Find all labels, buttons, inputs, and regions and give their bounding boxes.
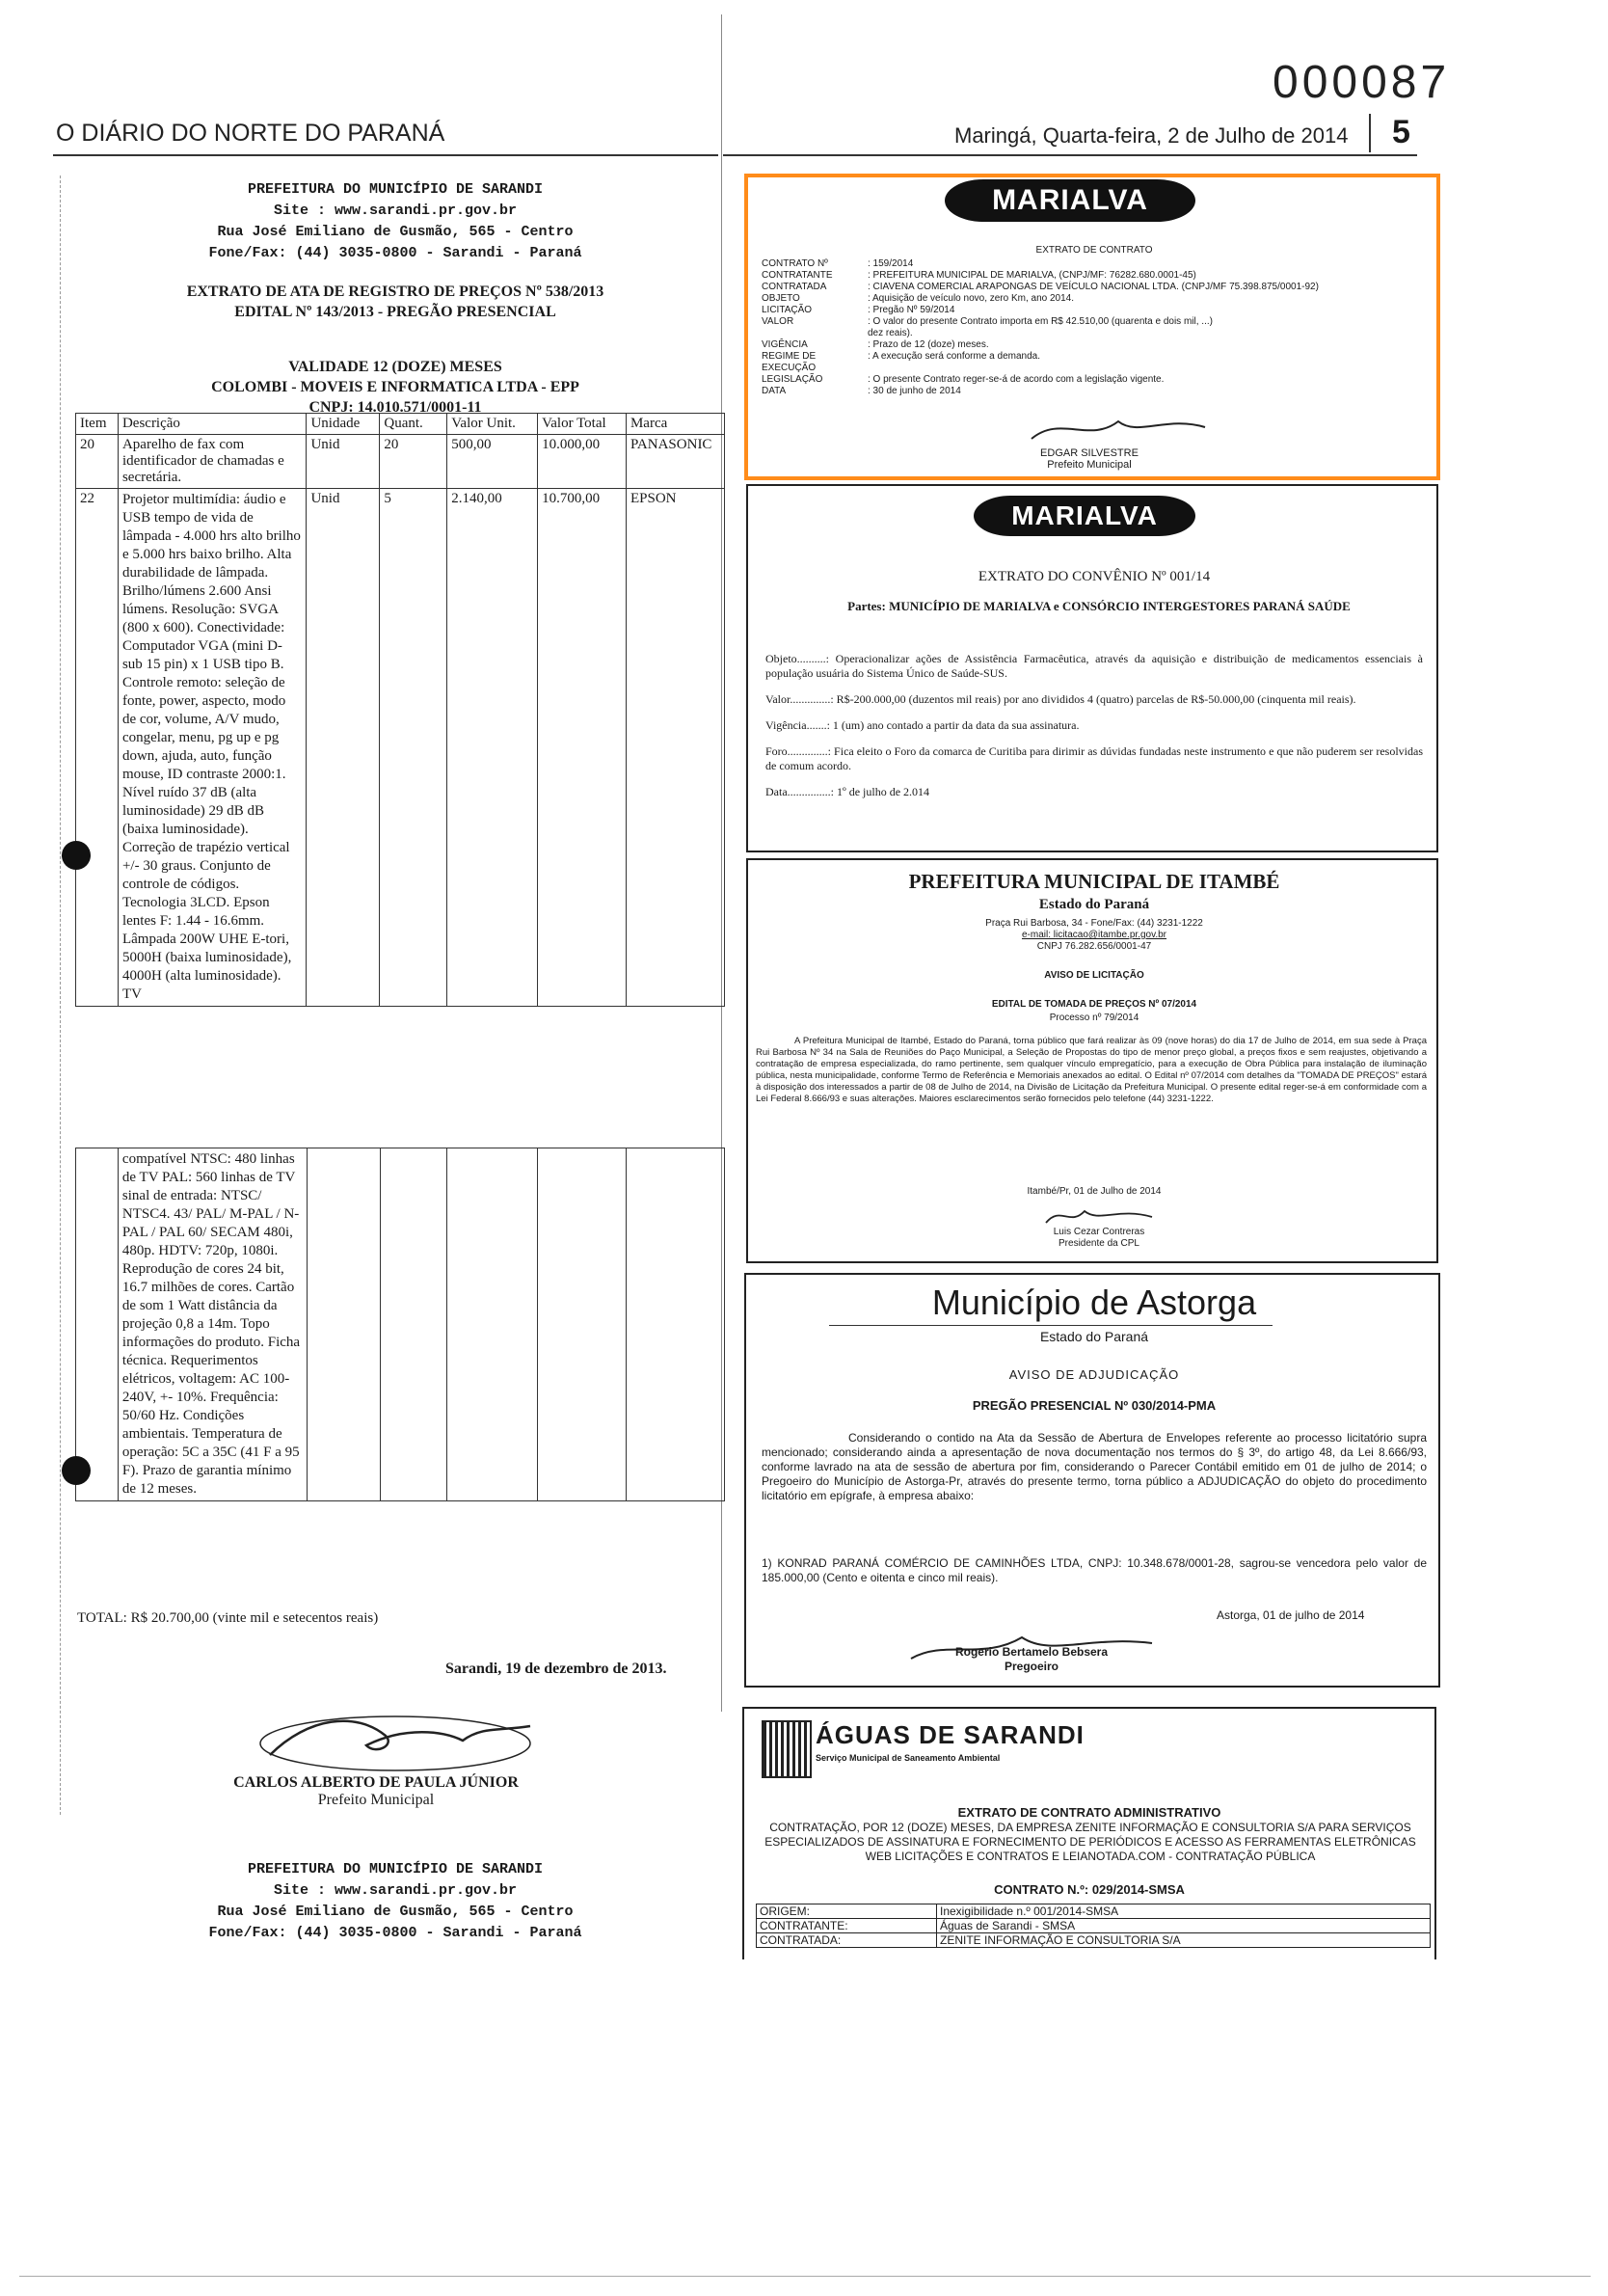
table-row: [757, 1919, 1431, 1933]
header-rule-right: [723, 154, 1417, 156]
cell-empty: [76, 1148, 119, 1501]
signature-image: [251, 1707, 540, 1774]
sarandi-header-line: Rua José Emiliano de Gusmão, 565 - Centro: [217, 224, 574, 240]
sarandi-signer-block: [193, 1774, 559, 1809]
field-row: [762, 282, 1427, 293]
price-table: [75, 413, 725, 1007]
sarandi-signer-role: Prefeito Municipal: [317, 1792, 435, 1808]
convenio-valor: Valor..............: R$-200.000,00 (duzentos mil reais) por ano divididos 4 (quatro) parcelas de R$-50.000,00 (cinquenta mil reais).: [765, 692, 1356, 706]
sarandi-footer-line: Rua José Emiliano de Gusmão, 565 - Centro: [217, 1904, 574, 1920]
itambe-signer-block: [1003, 1227, 1195, 1250]
table-row: [757, 1904, 1431, 1919]
sarandi-cnpj: CNPJ: 14.010.571/0001-11: [308, 399, 482, 416]
aguas-contract-number: CONTRATO N.º: 029/2014-SMSA: [994, 1882, 1185, 1897]
price-table-continuation: [75, 1148, 725, 1501]
convenio-foro: Foro..............: Fica eleito o Foro da comarca de Curitiba para dirimir as dúvidas fundadas neste instrumento e que não puderem ser resolvidas de comum acordo.: [765, 744, 1423, 772]
date-line: Maringá, Quarta-feira, 2 de Julho de 2014: [954, 123, 1349, 148]
table-header-row: [76, 414, 725, 435]
field-label: DATA: [762, 386, 787, 396]
aguas-row-label: CONTRATADA:: [757, 1933, 937, 1948]
sarandi-titles: [106, 282, 684, 322]
header-divider: [1369, 114, 1371, 152]
field-row: [762, 351, 1427, 374]
itambe-place-date: Itambé/Pr, 01 de Julho de 2014: [1027, 1186, 1162, 1197]
field-value: : O presente Contrato reger-se-á de acordo com a legislação vigente.: [868, 374, 1165, 385]
table-row: [757, 1933, 1431, 1948]
aguas-logo-title: ÁGUAS DE SARANDI: [816, 1720, 1085, 1749]
itambe-title: PREFEITURA MUNICIPAL DE ITAMBÉ: [908, 870, 1280, 893]
field-label: VALOR: [762, 316, 794, 327]
astorga-signer-block: [916, 1645, 1147, 1674]
astorga-state: Estado do Paraná: [1039, 1329, 1149, 1344]
itambe-state: Estado do Paraná: [1038, 897, 1150, 912]
convenio-data: Data...............: 1º de julho de 2.014: [765, 785, 930, 798]
astorga-winner: 1) KONRAD PARANÁ COMÉRCIO DE CAMINHÕES LTDA, CNPJ: 10.348.678/0001-28, sagrou-se vencedora pelo valor de 185.000,00 (Cento e oitenta e cinco mil reais).: [762, 1556, 1427, 1584]
cell-unit: Unid: [307, 435, 380, 489]
field-value: : CIAVENA COMERCIAL ARAPONGAS DE VEÍCULO NACIONAL LTDA. (CNPJ/MF 75.398.875/0001-92): [868, 282, 1319, 292]
itambe-process: Processo nº 79/2014: [1049, 1013, 1139, 1023]
field-value: : PREFEITURA MUNICIPAL DE MARIALVA, (CNPJ/MF: 76282.680.0001-45): [868, 270, 1196, 281]
sarandi-header-line: Fone/Fax: (44) 3035-0800 - Sarandi - Paraná: [208, 245, 582, 261]
astorga-title-rule: [829, 1325, 1273, 1326]
aguas-row-value: ZENITE INFORMAÇÃO E CONSULTORIA S/A: [937, 1933, 1431, 1948]
convenio-objeto: Objeto..........: Operacionalizar ações de Assistência Farmacêutica, através da aquisição e distribuição de medicamentos essenciais à população usuária do Sistema Único de Saúde-SUS.: [765, 652, 1423, 680]
itambe-body: A Prefeitura Municipal de Itambé, Estado do Paraná, torna público que fará realizar às 09 (nove horas) do dia 17 de Julho de 2014, em sua sede à Praça Rui Barbosa Nº 34 na Sala de Reuniões do Paço Municipal, a Seleção de Propostas do tipo de menor preço global, a preços fixos e sem reajustes, objetivando a contratação de empresa especializada, do ramo pertinente, sem qualquer vínculo empregatício, para a execução de Obra Pública para instalação de iluminação pública, nesta municipalidade, conforme Termo de Referência e Memoriais anexados ao edital. O Edital nº 07/2014 com detalhes da "TOMADA DE PREÇOS" estará à disposição dos interessados a partir de 08 de Julho de 2014, na Divisão de Licitação da Prefeitura Municipal. O presente edital reger-se-á em conformidade com a Lei Federal 8.666/93 e suas alterações. Maiores esclarecimentos serão fornecidos pelo telefone (44) 3231-1222.: [756, 1036, 1427, 1104]
field-label: REGIME DE EXECUÇÃO: [762, 351, 817, 373]
cell-total: 10.700,00: [538, 489, 627, 1007]
sarandi-title-1: EXTRATO DE ATA DE REGISTRO DE PREÇOS Nº 538/2013: [186, 284, 604, 300]
aguas-row-label: ORIGEM:: [757, 1904, 937, 1919]
field-value: : 159/2014: [868, 258, 914, 269]
aguas-row-value: Águas de Sarandi - SMSA: [937, 1919, 1431, 1933]
cell-empty: [538, 1148, 627, 1501]
field-value: : Prazo de 12 (doze) meses.: [868, 339, 989, 350]
itambe-signer: Luis Cezar Contreras: [1053, 1227, 1145, 1237]
cell-empty: [627, 1148, 725, 1501]
sarandi-validity: VALIDADE 12 (DOZE) MESES: [288, 359, 502, 375]
page-bottom-edge: [19, 2276, 1591, 2277]
field-value: dez reais).: [868, 328, 913, 338]
aguas-table: [756, 1904, 1431, 1948]
cell-qty: 5: [380, 489, 447, 1007]
sarandi-title-2: EDITAL Nº 143/2013 - PREGÃO PRESENCIAL: [234, 304, 556, 320]
sarandi-header: [145, 179, 646, 264]
aguas-body: CONTRATAÇÃO, POR 12 (DOZE) MESES, DA EMPRESA ZENITE INFORMAÇÃO E CONSULTORIA S/A PARA SERVIÇOS ESPECIALIZADOS DE ASSINATURA E FORNECIMENTO DE PERIÓDICOS E ACESSO AS FERRAMENTAS ELETRÔNICAS WEB LICITAÇÕES E CONTRATOS E LEIANOTADA.COM - CONTRATAÇÃO PÚBLICA: [764, 1821, 1416, 1863]
field-label: CONTRATO Nº: [762, 258, 828, 269]
table-row: [76, 489, 725, 1007]
table-row: [76, 1148, 725, 1501]
aguas-row-label: CONTRATANTE:: [757, 1919, 937, 1933]
astorga-signer: Rogerio Bertamelo Bebsera: [954, 1645, 1109, 1659]
stamp-number: 000087: [1273, 57, 1451, 108]
field-label: LEGISLAÇÃO: [762, 374, 823, 385]
cell-empty: [307, 1148, 380, 1501]
page-number: 5: [1392, 114, 1410, 150]
astorga-notice: AVISO DE ADJUDICAÇÃO: [1008, 1367, 1180, 1382]
aguas-logo-sub: Serviço Municipal de Saneamento Ambiental: [816, 1753, 1001, 1763]
cell-item: 20: [76, 435, 119, 489]
astorga-place-date: Astorga, 01 de julho de 2014: [1217, 1608, 1365, 1622]
sarandi-company-block: [106, 357, 684, 418]
cell-unit-value: 2.140,00: [447, 489, 538, 1007]
sarandi-footer-header: [145, 1859, 646, 1944]
cell-desc-continuation: compatível NTSC: 480 linhas de TV PAL: 560 linhas de TV sinal de entrada: NTSC/ NTSC4. 43/ PAL/ M-PAL / N-PAL / PAL 60/ SECAM 480i, 480p. HDTV: 720p, 1080i. Reprodução de cores 24 bit, 16.7 milhões de cores. Cartão de som 1 Watt distância da projeção 0,8 a 14m. Topo informações do produto. Ficha técnica. Requerimentos elétricos, voltagem: AC 100-240V, +- 10%. Frequência: 50/60 Hz. Condições ambientais. Temperatura de operação: 5C a 35C (41 F a 95 F). Prazo de garantia mínimo de 12 meses.: [118, 1148, 307, 1501]
field-value: : Aquisição de veículo novo, zero Km, ano 2014.: [868, 293, 1075, 304]
itambe-cnpj: CNPJ 76.282.656/0001-47: [1036, 941, 1152, 952]
binder-hole: [62, 1456, 91, 1485]
field-label: CONTRATANTE: [762, 270, 833, 281]
field-label: VIGÊNCIA: [762, 339, 808, 350]
aguas-heading: EXTRATO DE CONTRATO ADMINISTRATIVO: [957, 1805, 1221, 1820]
aguas-row-value: Inexigibilidade n.º 001/2014-SMSA: [937, 1904, 1431, 1919]
field-row: [762, 386, 1427, 397]
field-row: [762, 293, 1427, 305]
cell-total: 10.000,00: [538, 435, 627, 489]
cell-unit-value: 500,00: [447, 435, 538, 489]
field-row: [762, 270, 1427, 282]
field-label: CONTRATADA: [762, 282, 827, 292]
itambe-email: e-mail: licitacao@itambe.pr.gov.br: [1021, 930, 1167, 940]
itambe-notice: AVISO DE LICITAÇÃO: [1044, 970, 1144, 981]
col-descricao: Descrição: [118, 414, 307, 435]
field-row: [762, 305, 1427, 316]
convenio-heading: EXTRATO DO CONVÊNIO Nº 001/14: [978, 569, 1211, 584]
field-label: LICITAÇÃO: [762, 305, 813, 315]
astorga-signer-role: Pregoeiro: [1004, 1660, 1059, 1673]
convenio-vigencia: Vigência.......: 1 (um) ano contado a partir da data da sua assinatura.: [765, 718, 1080, 732]
col-valor-total: Valor Total: [538, 414, 627, 435]
field-row: [762, 374, 1427, 386]
cell-brand: PANASONIC: [626, 435, 724, 489]
itambe-contacts: [752, 918, 1436, 953]
sarandi-company: COLOMBI - MOVEIS E INFORMATICA LTDA - EPP: [211, 379, 579, 395]
astorga-title: Município de Astorga: [931, 1283, 1257, 1322]
field-value: : O valor do presente Contrato importa em R$ 42.510,00 (quarenta e dois mil, ...): [868, 316, 1213, 327]
marialva-contract-signer: [974, 447, 1205, 471]
itambe-address: Praça Rui Barbosa, 34 - Fone/Fax: (44) 3231-1222: [985, 918, 1203, 929]
col-unidade: Unidade: [307, 414, 380, 435]
marialva-contract-fields: [762, 258, 1427, 397]
convenio-parties: Partes: MUNICÍPIO DE MARIALVA e CONSÓRCIO INTERGESTORES PARANÁ SAÚDE: [847, 599, 1351, 613]
field-row: [762, 258, 1427, 270]
signature-image: [1041, 1203, 1157, 1229]
field-value: : A execução será conforme a demanda.: [868, 351, 1040, 362]
sarandi-header-line: PREFEITURA DO MUNICÍPIO DE SARANDI: [247, 181, 544, 198]
marialva-logo: MARIALVA: [945, 179, 1195, 222]
cell-unit: Unid: [307, 489, 380, 1007]
cell-brand: EPSON: [626, 489, 724, 1007]
sarandi-place-date: Sarandi, 19 de dezembro de 2013.: [445, 1661, 667, 1677]
field-row: [762, 339, 1427, 351]
itambe-signer-role: Presidente da CPL: [1059, 1238, 1139, 1249]
marialva-contract-heading: EXTRATO DE CONTRATO: [1035, 245, 1153, 256]
cell-qty: 20: [380, 435, 447, 489]
binder-hole: [62, 841, 91, 870]
field-label: OBJETO: [762, 293, 800, 304]
aguas-logo-icon: [762, 1720, 812, 1778]
col-quant: Quant.: [380, 414, 447, 435]
field-row: [762, 316, 1427, 328]
signature-image: [1022, 410, 1215, 448]
sarandi-footer-line: Fone/Fax: (44) 3035-0800 - Sarandi - Paraná: [208, 1925, 582, 1941]
sarandi-signer: CARLOS ALBERTO DE PAULA JÚNIOR: [233, 1774, 519, 1791]
field-label: [762, 328, 868, 339]
field-row: [762, 328, 1427, 339]
cell-desc: Aparelho de fax com identificador de chamadas e secretária.: [118, 435, 307, 489]
convenio-body: [765, 652, 1423, 799]
cell-item: 22: [76, 489, 119, 1007]
field-value: : Pregão Nº 59/2014: [868, 305, 955, 315]
marialva-logo: MARIALVA: [974, 496, 1195, 536]
cell-empty: [447, 1148, 538, 1501]
astorga-pregao: PREGÃO PRESENCIAL Nº 030/2014-PMA: [972, 1398, 1217, 1413]
cell-empty: [380, 1148, 447, 1501]
col-marca: Marca: [626, 414, 724, 435]
col-valor-unit: Valor Unit.: [447, 414, 538, 435]
col-item: Item: [76, 414, 119, 435]
itambe-edital: EDITAL DE TOMADA DE PREÇOS Nº 07/2014: [991, 999, 1197, 1010]
marialva-signer-role: Prefeito Municipal: [1047, 459, 1132, 471]
field-value: : 30 de junho de 2014: [868, 386, 961, 396]
table-row: [76, 435, 725, 489]
sarandi-footer-line: Site : www.sarandi.pr.gov.br: [273, 1882, 518, 1899]
header-rule-left: [53, 154, 718, 156]
masthead: O DIÁRIO DO NORTE DO PARANÁ: [56, 120, 445, 147]
sarandi-total: TOTAL: R$ 20.700,00 (vinte mil e setecentos reais): [77, 1610, 379, 1626]
astorga-body: Considerando o contido na Ata da Sessão de Abertura de Envelopes referente ao processo licitatório supra mencionado; considerando ainda a apresentação de nova documentação nos termos do § 3º, do artigo 48, da Lei 8.666/93, conforme lavrado na ata de sessão de abertura por fim, considerando o Parecer Contábil emitido em 01 de julho de 2014; o Pregoeiro do Município de Astorga-Pr, através do presente termo, torna público a ADJUDICAÇÃO do objeto do procedimento licitatório em epígrafe, à empresa abaixo:: [762, 1431, 1427, 1502]
sarandi-header-line: Site : www.sarandi.pr.gov.br: [273, 203, 518, 219]
cell-desc: Projetor multimídia: áudio e USB tempo de vida de lâmpada - 4.000 hrs alto brilho e 5.000 hrs baixo brilho. Alta durabilidade de lâmpada. Brilho/lúmens 2.600 Ansi lúmens. Resolução: SVGA (800 x 600). Conectividade: Computador VGA (mini D-sub 15 pin) x 1 USB tipo B. Controle remoto: seleção de fonte, power, aspecto, modo de cor, volume, A/V mudo, congelar, menu, pg up e pg down, ajuda, auto, função mouse, ID contraste 2000:1. Nível ruído 37 dB (alta luminosidade) 29 dB dB (baixa luminosidade). Correção de trapézio vertical +/- 30 graus. Conjunto de controle de códigos. Tecnologia 3LCD. Epson lentes F: 1.44 - 16.6mm. Lâmpada 200W UHE E-tori, 5000H (baixa luminosidade), 4000H (alta luminosidade). TV: [118, 489, 307, 1007]
sarandi-footer-line: PREFEITURA DO MUNICÍPIO DE SARANDI: [247, 1861, 544, 1877]
marialva-signer-name: EDGAR SILVESTRE: [1040, 447, 1139, 459]
